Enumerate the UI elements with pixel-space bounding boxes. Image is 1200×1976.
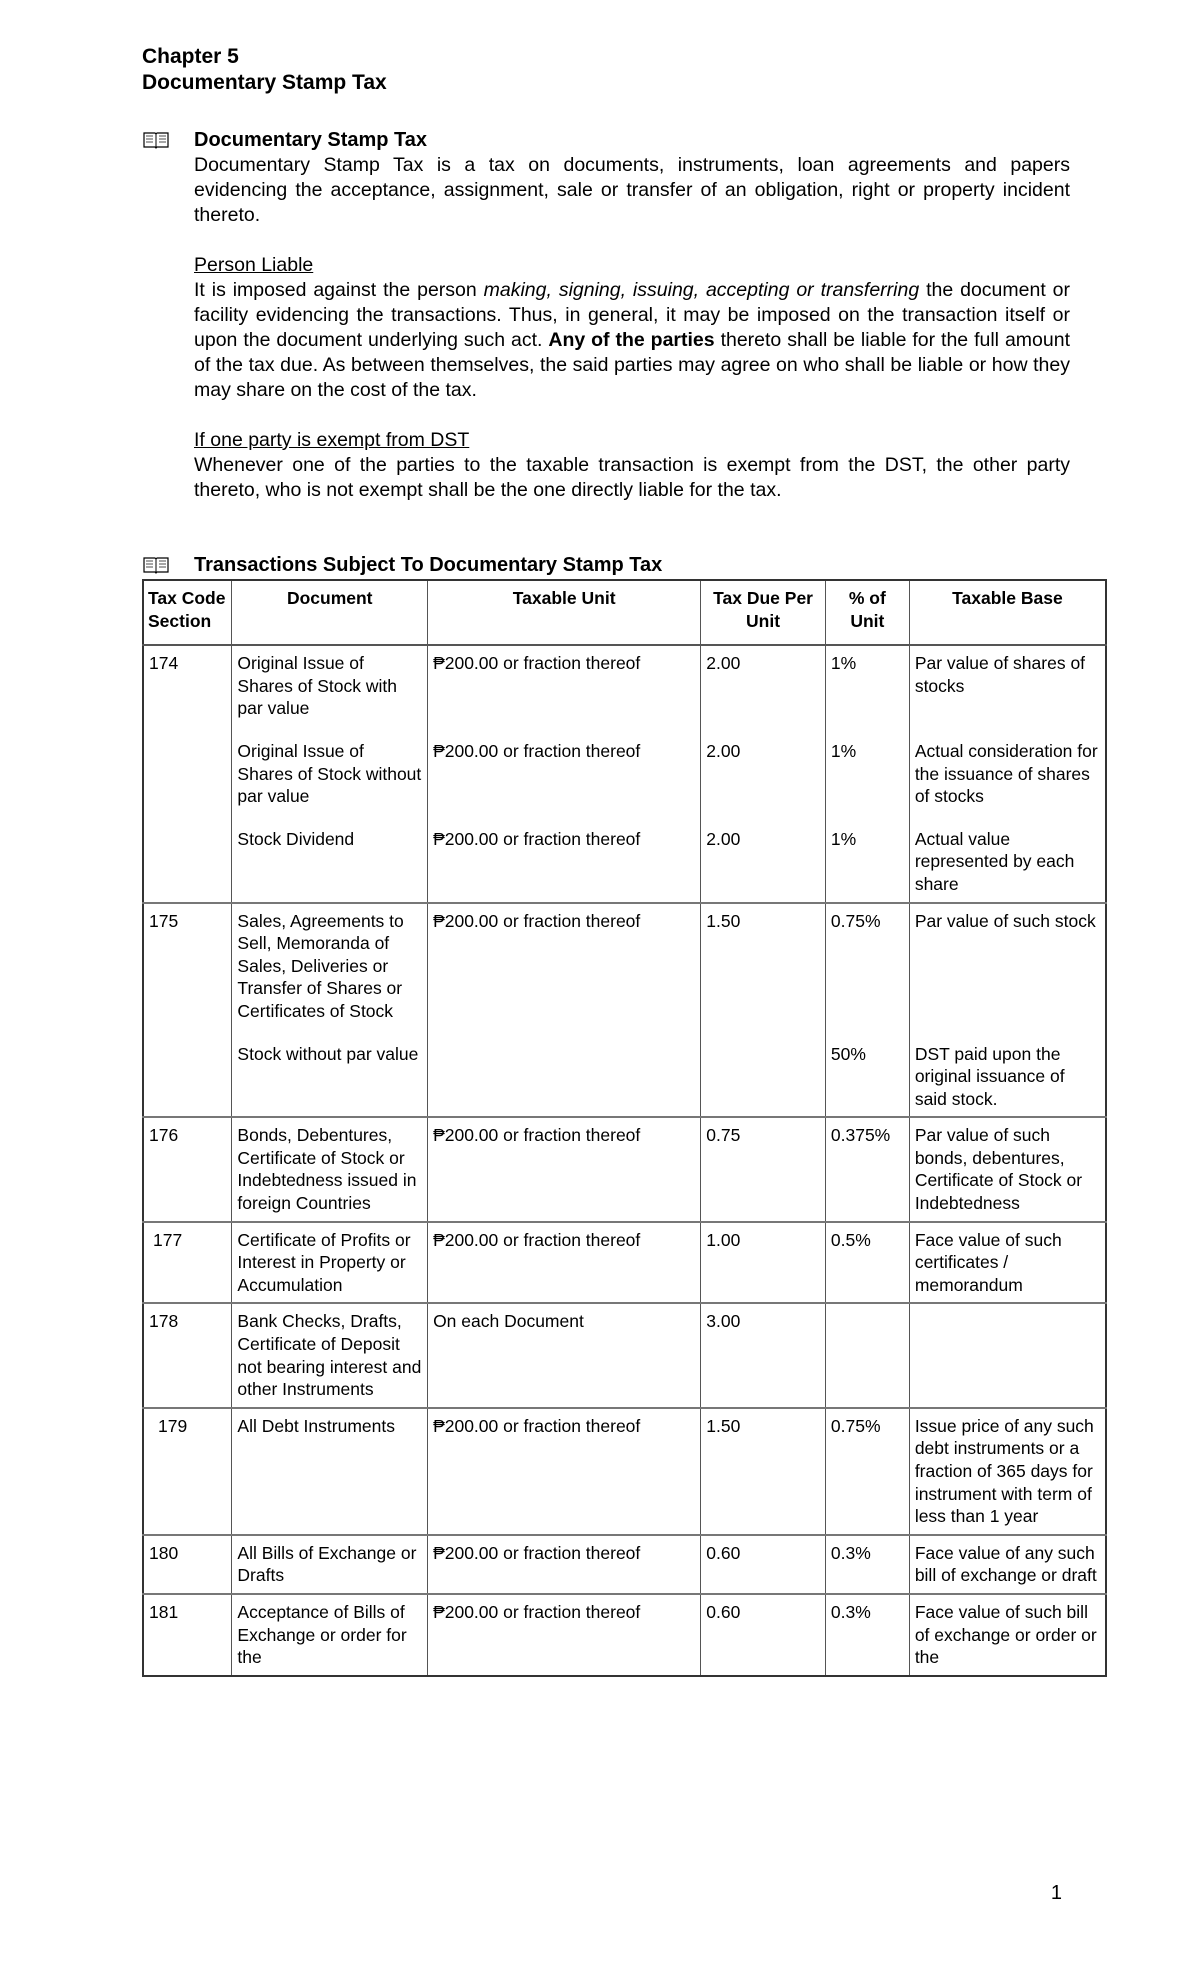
column-header: Tax Due Per Unit [701, 580, 826, 645]
exempt-heading: If one party is exempt from DST [194, 429, 470, 451]
cell-document: Original Issue of Shares of Stock without par value [232, 726, 428, 814]
column-header: Taxable Unit [428, 580, 701, 645]
cell-taxable-unit: ₱200.00 or fraction thereof [428, 1222, 701, 1304]
person-liable-paragraph: It is imposed against the person making, signing, issuing, accepting or transferring the document or facility evidencing the transactions. Thus, in general, it may be imposed on the transaction itself or upon the document underlying such act. Any of the parties thereto shall be liable for the full amount of the tax due. As between themselves, the said parties may agree on who shall be liable or how they may share on the cost of the tax. [194, 279, 1070, 401]
cell-document: Bonds, Debentures, Certificate of Stock or Indebtedness issued in foreign Countries [232, 1117, 428, 1221]
table-row [143, 1408, 1106, 1535]
cell-percent: 50% [825, 1029, 909, 1118]
cell-percent: 1% [825, 645, 909, 726]
cell-taxable-base: Par value of such bonds, debentures, Certificate of Stock or Indebtedness [909, 1117, 1106, 1221]
cell-document: Acceptance of Bills of Exchange or order for the [232, 1594, 428, 1676]
exempt-paragraph: Whenever one of the parties to the taxable transaction is exempt from the DST, the other party thereto, who is not exempt shall be the one directly liable for the tax. [194, 454, 1070, 501]
table-row [143, 726, 1106, 814]
cell-section: 175 [143, 903, 232, 1029]
cell-tax-due: 1.50 [701, 1408, 826, 1535]
table-row [143, 903, 1106, 1029]
cell-section [143, 814, 232, 903]
cell-percent: 1% [825, 814, 909, 903]
column-header: Document [232, 580, 428, 645]
cell-tax-due: 1.50 [701, 903, 826, 1029]
cell-taxable-base: Face value of such certificates / memorandum [909, 1222, 1106, 1304]
cell-taxable-base: Actual value represented by each share [909, 814, 1106, 903]
table-row [143, 1029, 1106, 1118]
table-row [143, 1222, 1106, 1304]
section-documentary-stamp-tax [142, 128, 1070, 503]
cell-percent: 0.375% [825, 1117, 909, 1221]
cell-taxable-base: Par value of such stock [909, 903, 1106, 1029]
column-header: % of Unit [825, 580, 909, 645]
cell-taxable-unit: ₱200.00 or fraction thereof [428, 814, 701, 903]
cell-section: 177 [143, 1222, 232, 1304]
cell-section: 180 [143, 1535, 232, 1594]
section-transactions [142, 553, 1070, 579]
cell-tax-due: 0.60 [701, 1535, 826, 1594]
section-title: Transactions Subject To Documentary Stamp Tax [194, 554, 663, 576]
cell-section: 179 [143, 1408, 232, 1535]
table-row [143, 1594, 1106, 1676]
cell-tax-due: 0.75 [701, 1117, 826, 1221]
dst-table [142, 579, 1107, 1677]
cell-percent: 0.75% [825, 1408, 909, 1535]
cell-section: 176 [143, 1117, 232, 1221]
cell-document: Stock Dividend [232, 814, 428, 903]
table-row [143, 645, 1106, 726]
cell-tax-due: 3.00 [701, 1303, 826, 1407]
table-row [143, 814, 1106, 903]
table-row [143, 1117, 1106, 1221]
cell-taxable-base: Issue price of any such debt instruments or a fraction of 365 days for instrument with term of less than 1 year [909, 1408, 1106, 1535]
cell-taxable-unit: ₱200.00 or fraction thereof [428, 1535, 701, 1594]
cell-document: Bank Checks, Drafts, Certificate of Deposit not bearing interest and other Instruments [232, 1303, 428, 1407]
cell-percent: 0.3% [825, 1535, 909, 1594]
cell-taxable-base: DST paid upon the original issuance of said stock. [909, 1029, 1106, 1118]
cell-taxable-unit: ₱200.00 or fraction thereof [428, 645, 701, 726]
cell-taxable-unit: ₱200.00 or fraction thereof [428, 726, 701, 814]
cell-tax-due: 0.60 [701, 1594, 826, 1676]
cell-section: 174 [143, 645, 232, 726]
page-title: Documentary Stamp Tax [142, 71, 387, 94]
column-header: Taxable Base [909, 580, 1106, 645]
cell-taxable-unit: ₱200.00 or fraction thereof [428, 1117, 701, 1221]
cell-percent: 0.75% [825, 903, 909, 1029]
page-number: 1 [1050, 1882, 1062, 1904]
cell-section [143, 1029, 232, 1118]
cell-taxable-base: Face value of any such bill of exchange or draft [909, 1535, 1106, 1594]
column-header: Tax Code Section [143, 580, 232, 645]
cell-tax-due: 2.00 [701, 645, 826, 726]
cell-section: 181 [143, 1594, 232, 1676]
cell-percent: 0.3% [825, 1594, 909, 1676]
cell-taxable-base [909, 1303, 1106, 1407]
section-title: Documentary Stamp Tax [194, 129, 428, 151]
cell-document: Certificate of Profits or Interest in Property or Accumulation [232, 1222, 428, 1304]
cell-section: 178 [143, 1303, 232, 1407]
cell-document: Stock without par value [232, 1029, 428, 1118]
intro-paragraph: Documentary Stamp Tax is a tax on documents, instruments, loan agreements and papers evidencing the acceptance, assignment, sale or transfer of an obligation, right or property incident thereto. [194, 154, 1070, 226]
table-header-row [143, 580, 1106, 645]
cell-document: All Debt Instruments [232, 1408, 428, 1535]
cell-percent [825, 1303, 909, 1407]
cell-taxable-unit: ₱200.00 or fraction thereof [428, 1408, 701, 1535]
table-row [143, 1303, 1106, 1407]
cell-tax-due: 2.00 [701, 726, 826, 814]
cell-taxable-unit: ₱200.00 or fraction thereof [428, 903, 701, 1029]
cell-document: Original Issue of Shares of Stock with par value [232, 645, 428, 726]
person-liable-heading: Person Liable [194, 254, 314, 276]
cell-taxable-unit: ₱200.00 or fraction thereof [428, 1594, 701, 1676]
cell-percent: 0.5% [825, 1222, 909, 1304]
table-row [143, 1535, 1106, 1594]
cell-percent: 1% [825, 726, 909, 814]
cell-tax-due: 1.00 [701, 1222, 826, 1304]
cell-section [143, 726, 232, 814]
cell-tax-due: 2.00 [701, 814, 826, 903]
cell-taxable-unit [428, 1029, 701, 1118]
chapter-label: Chapter 5 [142, 45, 239, 68]
cell-tax-due [701, 1029, 826, 1118]
page-header [142, 44, 387, 96]
open-book-icon [142, 131, 170, 149]
cell-document: All Bills of Exchange or Drafts [232, 1535, 428, 1594]
cell-taxable-unit: On each Document [428, 1303, 701, 1407]
cell-taxable-base: Par value of shares of stocks [909, 645, 1106, 726]
open-book-icon [142, 556, 170, 574]
cell-document: Sales, Agreements to Sell, Memoranda of Sales, Deliveries or Transfer of Shares or Certificates of Stock [232, 903, 428, 1029]
cell-taxable-base: Face value of such bill of exchange or order or the [909, 1594, 1106, 1676]
cell-taxable-base: Actual consideration for the issuance of shares of stocks [909, 726, 1106, 814]
